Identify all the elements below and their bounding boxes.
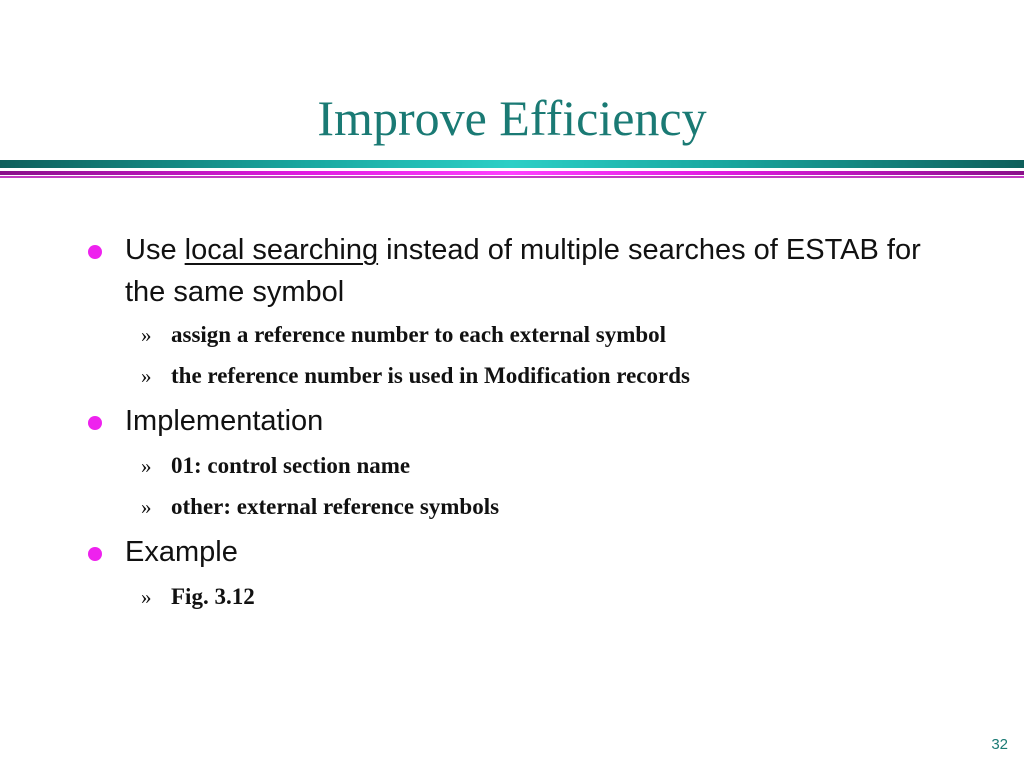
sub-item <box>141 451 961 481</box>
bullet-dot-icon <box>88 416 102 430</box>
sub-item-text: 01: control section name <box>171 453 411 478</box>
sub-item-text: the reference number is used in Modification records <box>171 363 690 388</box>
bullet-dot-icon <box>88 547 102 561</box>
title-divider-magenta-thin <box>0 176 1024 178</box>
bullet-text <box>125 229 925 313</box>
sub-item <box>141 582 961 612</box>
sub-item-text: Fig. 3.12 <box>171 584 255 609</box>
title-divider-magenta <box>0 171 1024 175</box>
sub-marker-icon: » <box>141 585 152 609</box>
bullet-item-implementation <box>88 400 918 442</box>
bullet-text-underlined: local searching <box>184 234 379 266</box>
sub-marker-icon: » <box>141 495 152 519</box>
sub-marker-icon: » <box>141 323 152 347</box>
bullet-item-example <box>88 531 918 573</box>
slide-title: Improve Efficiency <box>317 90 707 146</box>
page-number: 32 <box>991 736 1008 753</box>
sub-marker-icon: » <box>141 364 152 388</box>
sub-marker-icon: » <box>141 454 152 478</box>
bullet-text-prefix: Use <box>125 234 185 266</box>
bullet-text-suffix: instead of multiple searches of ESTAB for the same symbol <box>125 234 921 308</box>
sub-item <box>141 361 961 391</box>
bullet-text: Example <box>125 536 238 568</box>
sub-item <box>141 320 961 350</box>
sub-item-text: assign a reference number to each external symbol <box>171 322 667 347</box>
sub-item-text: other: external reference symbols <box>171 494 500 519</box>
bullet-text: Implementation <box>125 405 324 437</box>
bullet-item-local-searching <box>88 229 921 313</box>
sub-item <box>141 492 961 522</box>
bullet-dot-icon <box>88 245 102 259</box>
title-divider-teal <box>0 160 1024 168</box>
